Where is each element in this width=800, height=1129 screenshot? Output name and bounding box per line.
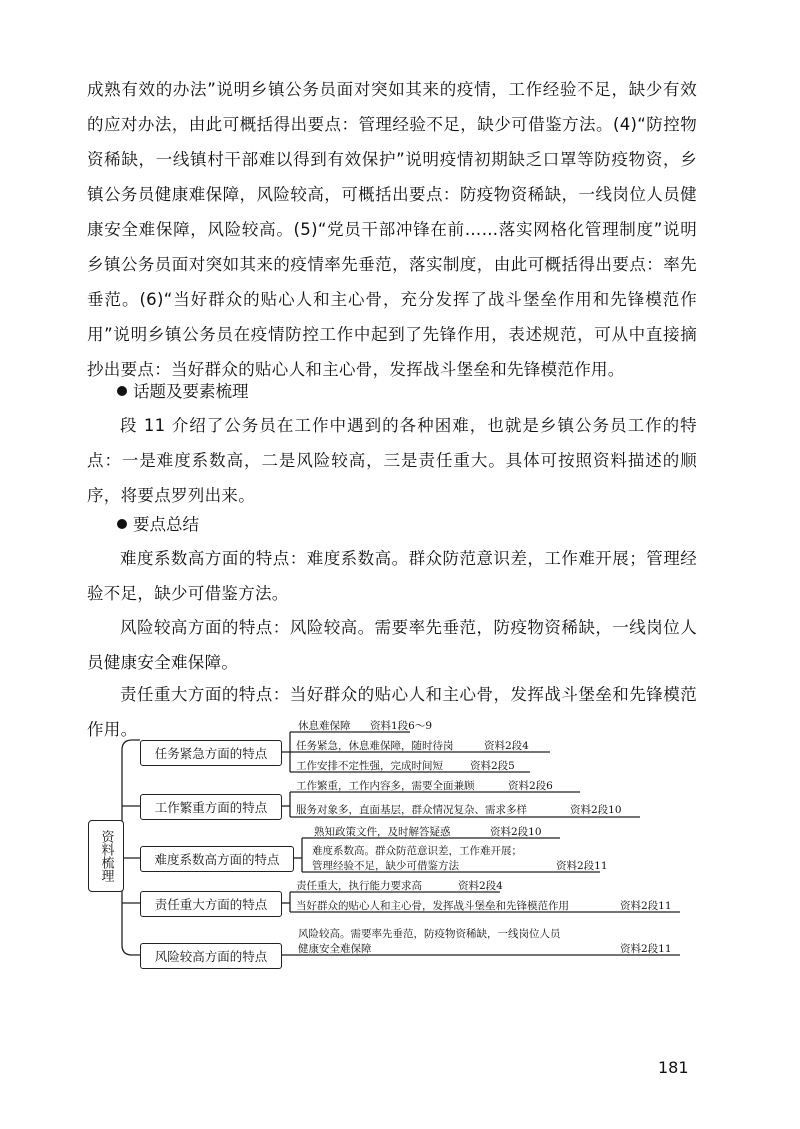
- spine-bottom: [122, 945, 140, 955]
- leaf-text: 服务对象多，直面基层，群众情况复杂、需求多样: [296, 804, 527, 816]
- leaf-text: 任务紧急，休息难保障，随时待岗: [296, 740, 454, 752]
- branch-label: 难度系数高方面的特点: [154, 852, 280, 867]
- leaf-ref: 资料2段11: [620, 900, 672, 912]
- leaf-ref: 资料2段11: [556, 860, 608, 872]
- branch-node: [140, 891, 282, 917]
- leaf-text: 健康安全难保障: [298, 943, 372, 955]
- paragraph-topic: 段 11 介绍了公务员在工作中遇到的各种困难，也就是乡镇公务员工作的特点：一是难度系数高，二是风险较高，三是责任重大。具体可按照资料描述的顺序，将要点罗列出来。: [87, 416, 697, 505]
- leaf-text: 当好群众的贴心人和主心骨，发挥战斗堡垒和先锋模范作用: [296, 900, 569, 912]
- branch-label: 任务紧急方面的特点: [154, 746, 268, 761]
- leaf-text: 责任重大，执行能力要求高: [296, 880, 422, 892]
- section-heading-text: 话题及要素梳理: [133, 382, 249, 401]
- root-node: [88, 820, 124, 892]
- bullet-icon: [117, 519, 127, 529]
- branch-node: [140, 846, 294, 872]
- section-heading-text: 要点总结: [133, 515, 199, 534]
- leaf-ref: 资料2段10: [490, 826, 542, 838]
- paragraph-continued: 成熟有效的办法”说明乡镇公务员面对突如其来的疫情，工作经验不足，缺少有效的应对办法，由此可概括得出要点：管理经验不足，缺少可借鉴方法。(4)“防控物资稀缺，一线镇村干部难以得到有效保护”说明疫情初期缺乏口罩等防疫物资，乡镇公务员健康难保障，风险较高，可概括出要点：防疫物资稀缺，一线岗位人员健康安全难保障，风险较高。(5)“党员干部冲锋在前……落实网格化管理制度”说明乡镇公务员面对突如其来的疫情率先垂范，落实制度，由此可概括得出要点：率先垂范。(6)“当好群众的贴心人和主心骨，充分发挥了战斗堡垒作用和先锋模范作用”说明乡镇公务员在疫情防控工作中起到了先锋作用，表述规范，可从中直接摘抄出要点：当好群众的贴心人和主心骨，发挥战斗堡垒和先锋模范作用。: [87, 80, 697, 379]
- page-number: 181: [658, 1058, 689, 1077]
- leaf-ref: 资料2段4: [484, 740, 529, 752]
- branch-label: 工作繁重方面的特点: [154, 800, 268, 815]
- branch-label: 风险较高方面的特点: [154, 949, 268, 964]
- leaf-ref: 资料1段6～9: [370, 720, 433, 732]
- branch-node: [140, 794, 282, 820]
- leaf-text: 管理经验不足，缺少可借鉴方法: [312, 860, 459, 872]
- root-label: 资料梳理: [98, 830, 114, 882]
- summary-difficulty: 难度系数高方面的特点：难度系数高。群众防范意识差，工作难开展；管理经验不足，缺少可借鉴方法。: [87, 549, 697, 603]
- bullet-icon: [117, 386, 127, 396]
- leaf-ref: 资料2段6: [508, 780, 553, 792]
- leaf-text: 熟知政策文件，及时解答疑惑: [314, 826, 451, 838]
- branch-node: [140, 943, 282, 969]
- summary-risk: 风险较高方面的特点：风险较高。需要率先垂范，防疫物资稀缺，一线岗位人员健康安全难保障。: [87, 618, 697, 672]
- leaf-text: 工作繁重，工作内容多，需要全面兼顾: [296, 780, 475, 792]
- leaf-text: 休息难保障: [298, 720, 351, 732]
- section-heading-topic: [117, 380, 249, 404]
- leaf-ref: 资料2段10: [570, 804, 622, 816]
- leaf-text: 难度系数高。群众防范意识差，工作难开展；: [312, 845, 522, 857]
- leaf-ref: 资料2段11: [620, 943, 672, 955]
- branch-label: 责任重大方面的特点: [154, 897, 268, 912]
- summary-responsibility: 责任重大方面的特点：当好群众的贴心人和主心骨，发挥战斗堡垒和先锋模范作用。: [87, 685, 697, 739]
- leaf-ref: 资料2段4: [458, 880, 503, 892]
- leaf-text: 工作安排不定性强，完成时间短: [296, 760, 443, 772]
- leaf-ref: 资料2段5: [470, 760, 515, 772]
- section-heading-summary: [117, 513, 199, 537]
- leaf-text: 风险较高。需要率先垂范，防疫物资稀缺，一线岗位人员: [298, 928, 561, 940]
